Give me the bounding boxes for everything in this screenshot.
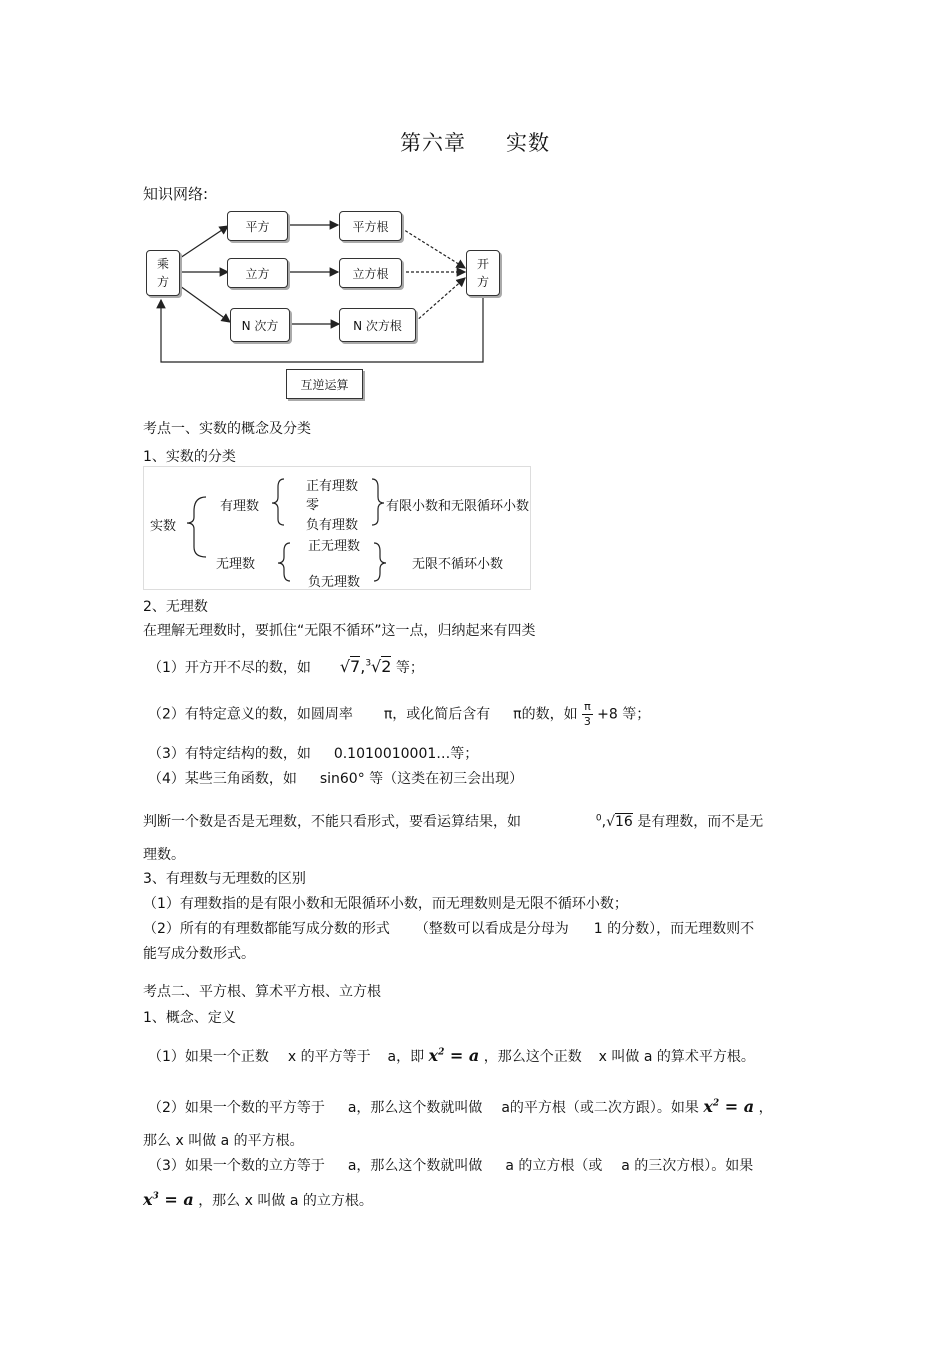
- eq-rhs: = a: [449, 1046, 480, 1065]
- chengfang-char2: 方: [156, 275, 169, 289]
- chapter-name: 实数: [506, 131, 550, 155]
- box-ncifanggen: N 次方根: [339, 308, 416, 342]
- def2-d: ，: [758, 1100, 773, 1116]
- def1-f: a 的算术平方根。: [643, 1049, 755, 1065]
- cls-rational: 有理数: [220, 499, 260, 514]
- kp1-heading: 考点一、实数的概念及分类: [143, 421, 311, 437]
- irrational-type-3: [148, 743, 478, 763]
- arrow-pingfanggen-kaifang: [401, 228, 465, 268]
- eq2-exponent: 2: [712, 1098, 720, 1109]
- definition-3: [148, 1155, 753, 1175]
- def3-f: x 叫做: [244, 1193, 286, 1209]
- eq-exponent: 2: [438, 1047, 445, 1058]
- def1-b: x 的平方等于: [287, 1049, 371, 1065]
- eq-x-squared-a: [429, 1046, 480, 1065]
- difference-2b: （整数可以看成是分母为: [414, 921, 569, 937]
- box-pingfanggen: 平方根: [339, 211, 402, 241]
- def2-e: 那么: [143, 1133, 171, 1149]
- eq2-rhs: = a: [724, 1097, 755, 1116]
- chengfang-char1: 乘: [156, 257, 169, 271]
- def1-c: a，即: [387, 1049, 425, 1065]
- brace-rational: [272, 479, 284, 525]
- cuberoot2-radicand: 2: [381, 657, 392, 676]
- box-chengfang: [146, 250, 180, 296]
- type2-pi: π，或化简后含有: [383, 706, 491, 723]
- eq-x-squared-a-2: [703, 1097, 754, 1116]
- def2-g: a 的平方根。: [220, 1133, 304, 1149]
- judge-text-b: 是有理数，而不是无: [637, 814, 764, 830]
- def3-g: a 的立方根。: [289, 1193, 373, 1209]
- box-kaifang: [466, 250, 500, 296]
- def1-a: （1）如果一个正数: [148, 1049, 269, 1065]
- def2-c: a的平方根（或二次方跟）。如果: [501, 1100, 699, 1116]
- box-lifanggen: 立方根: [339, 258, 402, 288]
- arrow-return-loop: [161, 296, 483, 362]
- pi-over-3-fraction: [582, 700, 593, 729]
- box-huni-yunsuan: 互逆运算: [286, 369, 363, 399]
- kp1-section2: 2、无理数: [143, 599, 208, 615]
- irrational-type-4: [148, 768, 523, 788]
- kp1-section3: 3、有理数与无理数的区别: [143, 871, 306, 887]
- type2-pi2: π的数，如: [513, 706, 578, 723]
- diagram-arrows: [0, 0, 950, 420]
- eq2-base: x: [703, 1097, 713, 1116]
- network-label: 知识网络:: [143, 185, 209, 203]
- difference-2a: （2）所有的有理数都能写成分数的形式: [143, 921, 390, 937]
- definition-3-cont: [143, 1190, 373, 1210]
- def3-c: a 的立方根（或: [505, 1158, 603, 1174]
- brace-rational-right: [372, 479, 384, 525]
- def1-d: ，那么这个正数: [483, 1049, 582, 1065]
- type3-value: 0.1010010001…等；: [333, 746, 479, 762]
- kp2-section1: 1、概念、定义: [143, 1010, 236, 1026]
- def2-f: x 叫做: [175, 1133, 217, 1149]
- difference-2c: 1 的分数），而无理数则不: [593, 921, 755, 937]
- cls-rational-desc: 有限小数和无限循环小数: [386, 499, 530, 514]
- brace-irrational: [278, 543, 290, 581]
- type4-text: （4）某些三角函数，如: [148, 771, 297, 787]
- cls-zero: 零: [306, 498, 320, 513]
- def2-b: a，那么这个数就叫做: [347, 1100, 483, 1116]
- difference-2: [143, 918, 754, 938]
- kp2-heading: 考点二、平方根、算术平方根、立方根: [143, 984, 381, 1000]
- cuberoot-index: 3: [365, 658, 372, 669]
- cls-rational-positive: 正有理数: [306, 479, 359, 494]
- box-ncifang: N 次方: [230, 308, 290, 342]
- fraction-numerator: π: [584, 700, 591, 713]
- judge-line-1: 判断一个数是否是无理数，不能只看形式，要看运算结果，如 $^0$,√16 是有理数，而不是无: [143, 813, 764, 830]
- irrational-intro: 在理解无理数时，要抓住“无限不循环”这一点，归纳起来有四类: [143, 623, 536, 639]
- arrow-chengfang-pingfang: [180, 226, 228, 258]
- type1-end: 等；: [395, 660, 424, 676]
- type2-text: （2）有特定意义的数，如圆周率: [148, 706, 353, 723]
- eq3-rhs: = a: [164, 1190, 194, 1209]
- irrational-type-2: [148, 700, 650, 729]
- chapter-number: 第六章: [400, 131, 466, 155]
- cls-irrational-negative: 负无理数: [308, 575, 361, 590]
- cls-root: 实数: [150, 519, 177, 534]
- cls-irrational-positive: 正无理数: [308, 539, 361, 554]
- arrow-chengfang-ncifang: [180, 286, 230, 322]
- arrow-ncifanggen-kaifang: [415, 278, 465, 322]
- eq-base: x: [428, 1046, 439, 1065]
- kaifang-char1: 开: [476, 257, 489, 271]
- def3-b: a，那么这个数就叫做: [347, 1158, 483, 1174]
- type3-text: （3）有特定结构的数，如: [148, 746, 311, 762]
- fraction-denominator: 3: [583, 715, 591, 728]
- kaifang-char2: 方: [476, 275, 489, 289]
- sqrt16-radicand: 16: [615, 814, 633, 830]
- irrational-type-1: [148, 657, 424, 677]
- box-lifang: 立方: [227, 258, 288, 288]
- type1-text: （1）开方开不尽的数，如: [148, 660, 311, 676]
- sqrt-sep: ,: [360, 657, 366, 676]
- cls-rational-negative: 负有理数: [306, 518, 359, 533]
- sqrt16-expression: √16: [606, 814, 633, 830]
- cls-irrational: 无理数: [216, 557, 256, 572]
- definition-2: [148, 1097, 773, 1117]
- sqrt7-expression: √7,$^3$√2: [339, 657, 392, 676]
- def3-a: （3）如果一个数的立方等于: [148, 1158, 325, 1174]
- classification-figure: [143, 466, 531, 590]
- cls-irrational-desc: 无限不循环小数: [412, 557, 504, 572]
- judge-line-2: 理数。: [143, 847, 185, 863]
- eq-x-cubed-a: [143, 1190, 194, 1209]
- def3-d: a 的三次方根）。如果: [621, 1158, 754, 1174]
- def3-e: ，那么: [198, 1193, 241, 1209]
- brace-irrational-right: [374, 543, 386, 581]
- def1-e: x 叫做: [598, 1049, 640, 1065]
- sqrt7-radicand: 7: [350, 657, 361, 676]
- def2-a: （2）如果一个数的平方等于: [148, 1100, 325, 1116]
- judge-superscript: 0: [595, 813, 602, 824]
- difference-1: （1）有理数指的是有限小数和无限循环小数，而无理数则是无限不循环小数；: [143, 896, 628, 912]
- definition-1: [148, 1046, 755, 1066]
- box-pingfang: 平方: [227, 211, 288, 241]
- brace-main: [187, 497, 206, 557]
- kp1-section1: 1、实数的分类: [143, 449, 236, 465]
- judge-text-a: 判断一个数是否是无理数，不能只看形式，要看运算结果，如: [143, 814, 521, 830]
- eq3-exponent: 3: [152, 1191, 159, 1202]
- definition-2-cont: [143, 1130, 304, 1150]
- type2-end: +8 等；: [597, 706, 651, 723]
- difference-2-cont: 能写成分数形式。: [143, 946, 255, 962]
- type4-value: sin60° 等（这类在初三会出现）: [319, 771, 524, 787]
- eq3-base: x: [143, 1190, 153, 1209]
